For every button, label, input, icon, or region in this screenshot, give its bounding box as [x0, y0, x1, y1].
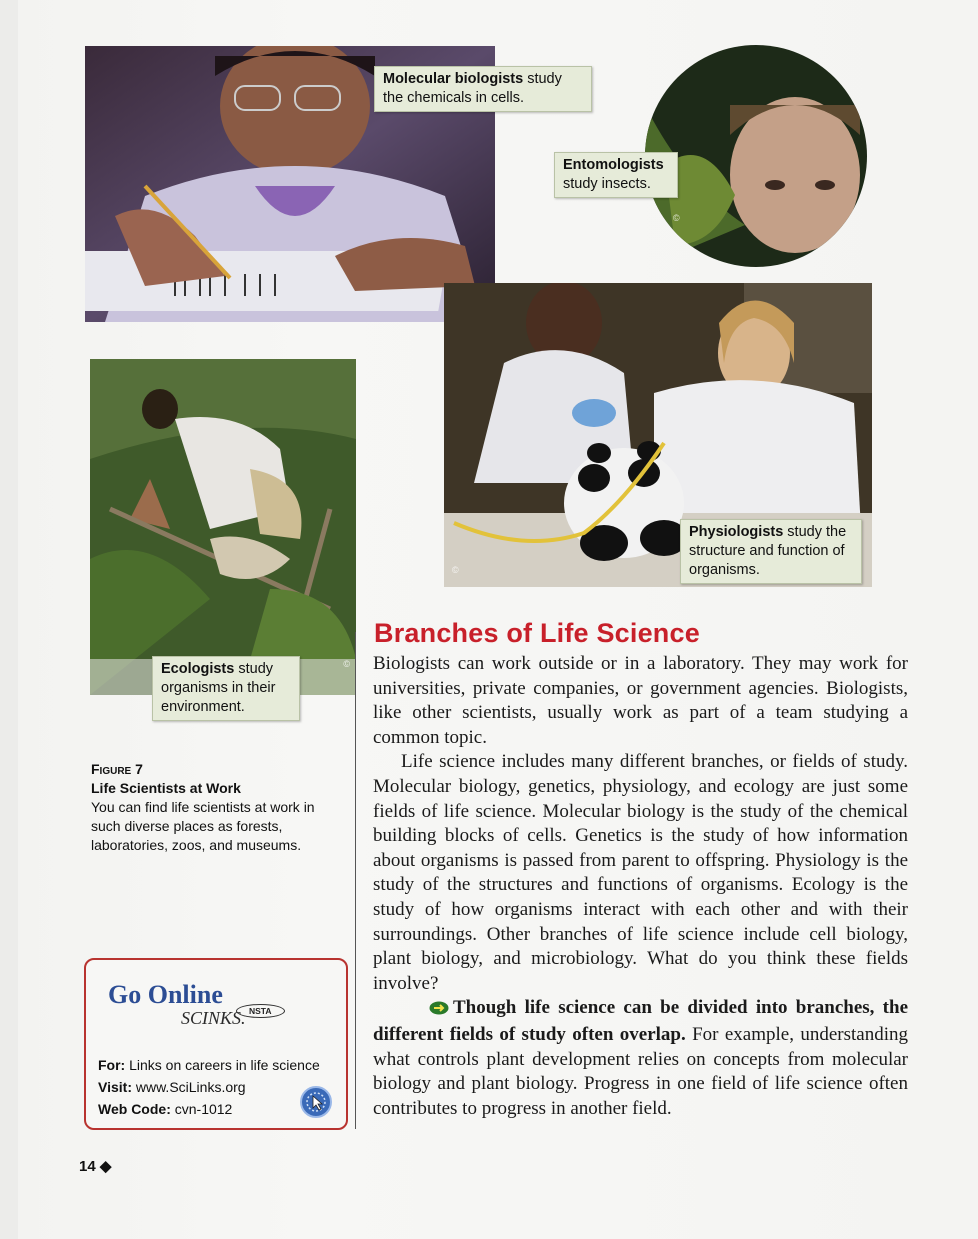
copyright-mark: © [673, 213, 680, 223]
entomologist-photo [645, 45, 867, 267]
figure-caption [91, 760, 331, 855]
key-concept-text: Though life science can be divided into branches, the different fields of study often overlap. [373, 997, 908, 1045]
caption-entomologists [554, 152, 678, 198]
caption-term: Physiologists [689, 524, 784, 540]
figure-text: You can find life scientists at work in such diverse places as forests, laboratories, zoos, and museums. [91, 799, 315, 853]
paragraph-3-rest: For example, understanding what controls plant development relies on concepts from molecular biology and plant biology. Progress in one field of life science often contributes to progress in another field. [373, 1023, 908, 1119]
caption-term: Entomologists [563, 157, 664, 173]
caption-ecologists [152, 656, 300, 721]
scilinks-logo: SCINKS. [181, 1008, 246, 1028]
go-online-visit[interactable]: Visit: www.SciLinks.org [98, 1079, 246, 1095]
cursor-icon[interactable] [300, 1086, 332, 1118]
figure-title: Life Scientists at Work [91, 780, 241, 796]
caption-text: study organisms in their environment. [161, 661, 276, 715]
page-number: 14 ◆ [79, 1158, 112, 1175]
figure-number: Figure 7 [91, 761, 143, 777]
go-online-for: For: Links on careers in life science [98, 1057, 320, 1073]
paragraph-2: Life science includes many different branches, or fields of study. Molecular biology, genetics, physiology, and ecology are just some fields of life science. Molecular biology is the study of the chemical building blocks of cells. Genetics is the study of how information about organisms is passed from parent to offspring. Physiology is the study of the structures and functions of organisms. Ecology is the study of how organisms interact with each other and with their surroundings. Other branches of life science include cell biology, plant biology, and microbiology. What do you think these fields involve? [373, 751, 908, 994]
go-online-box[interactable] [84, 958, 348, 1130]
caption-text: study the structure and function of organisms. [689, 524, 847, 578]
caption-text: study the chemicals in cells. [383, 71, 562, 106]
caption-text: study insects. [563, 176, 651, 192]
section-heading: Branches of Life Science [374, 618, 700, 648]
ecologist-photo [90, 359, 356, 695]
caption-physiologists [680, 519, 862, 584]
paragraph-3 [373, 996, 908, 1121]
key-concept-icon [401, 998, 449, 1023]
go-online-title: Go Online [108, 980, 223, 1009]
section-body [373, 652, 908, 1121]
caption-term: Ecologists [161, 661, 235, 677]
caption-molecular-biologists [374, 66, 592, 112]
copyright-mark: © [343, 659, 350, 669]
go-online-details [98, 1054, 320, 1120]
nsta-badge: NSTA [236, 1004, 285, 1018]
paragraph-1: Biologists can work outside or in a laboratory. They may work for universities, private companies, or government agencies. Biologists, like other scientists, usually work as part of a team studying a common topic. [373, 653, 908, 748]
go-online-webcode: Web Code: cvn-1012 [98, 1101, 233, 1117]
copyright-mark: © [452, 565, 459, 575]
column-divider [355, 632, 356, 1129]
caption-term: Molecular biologists [383, 71, 524, 87]
